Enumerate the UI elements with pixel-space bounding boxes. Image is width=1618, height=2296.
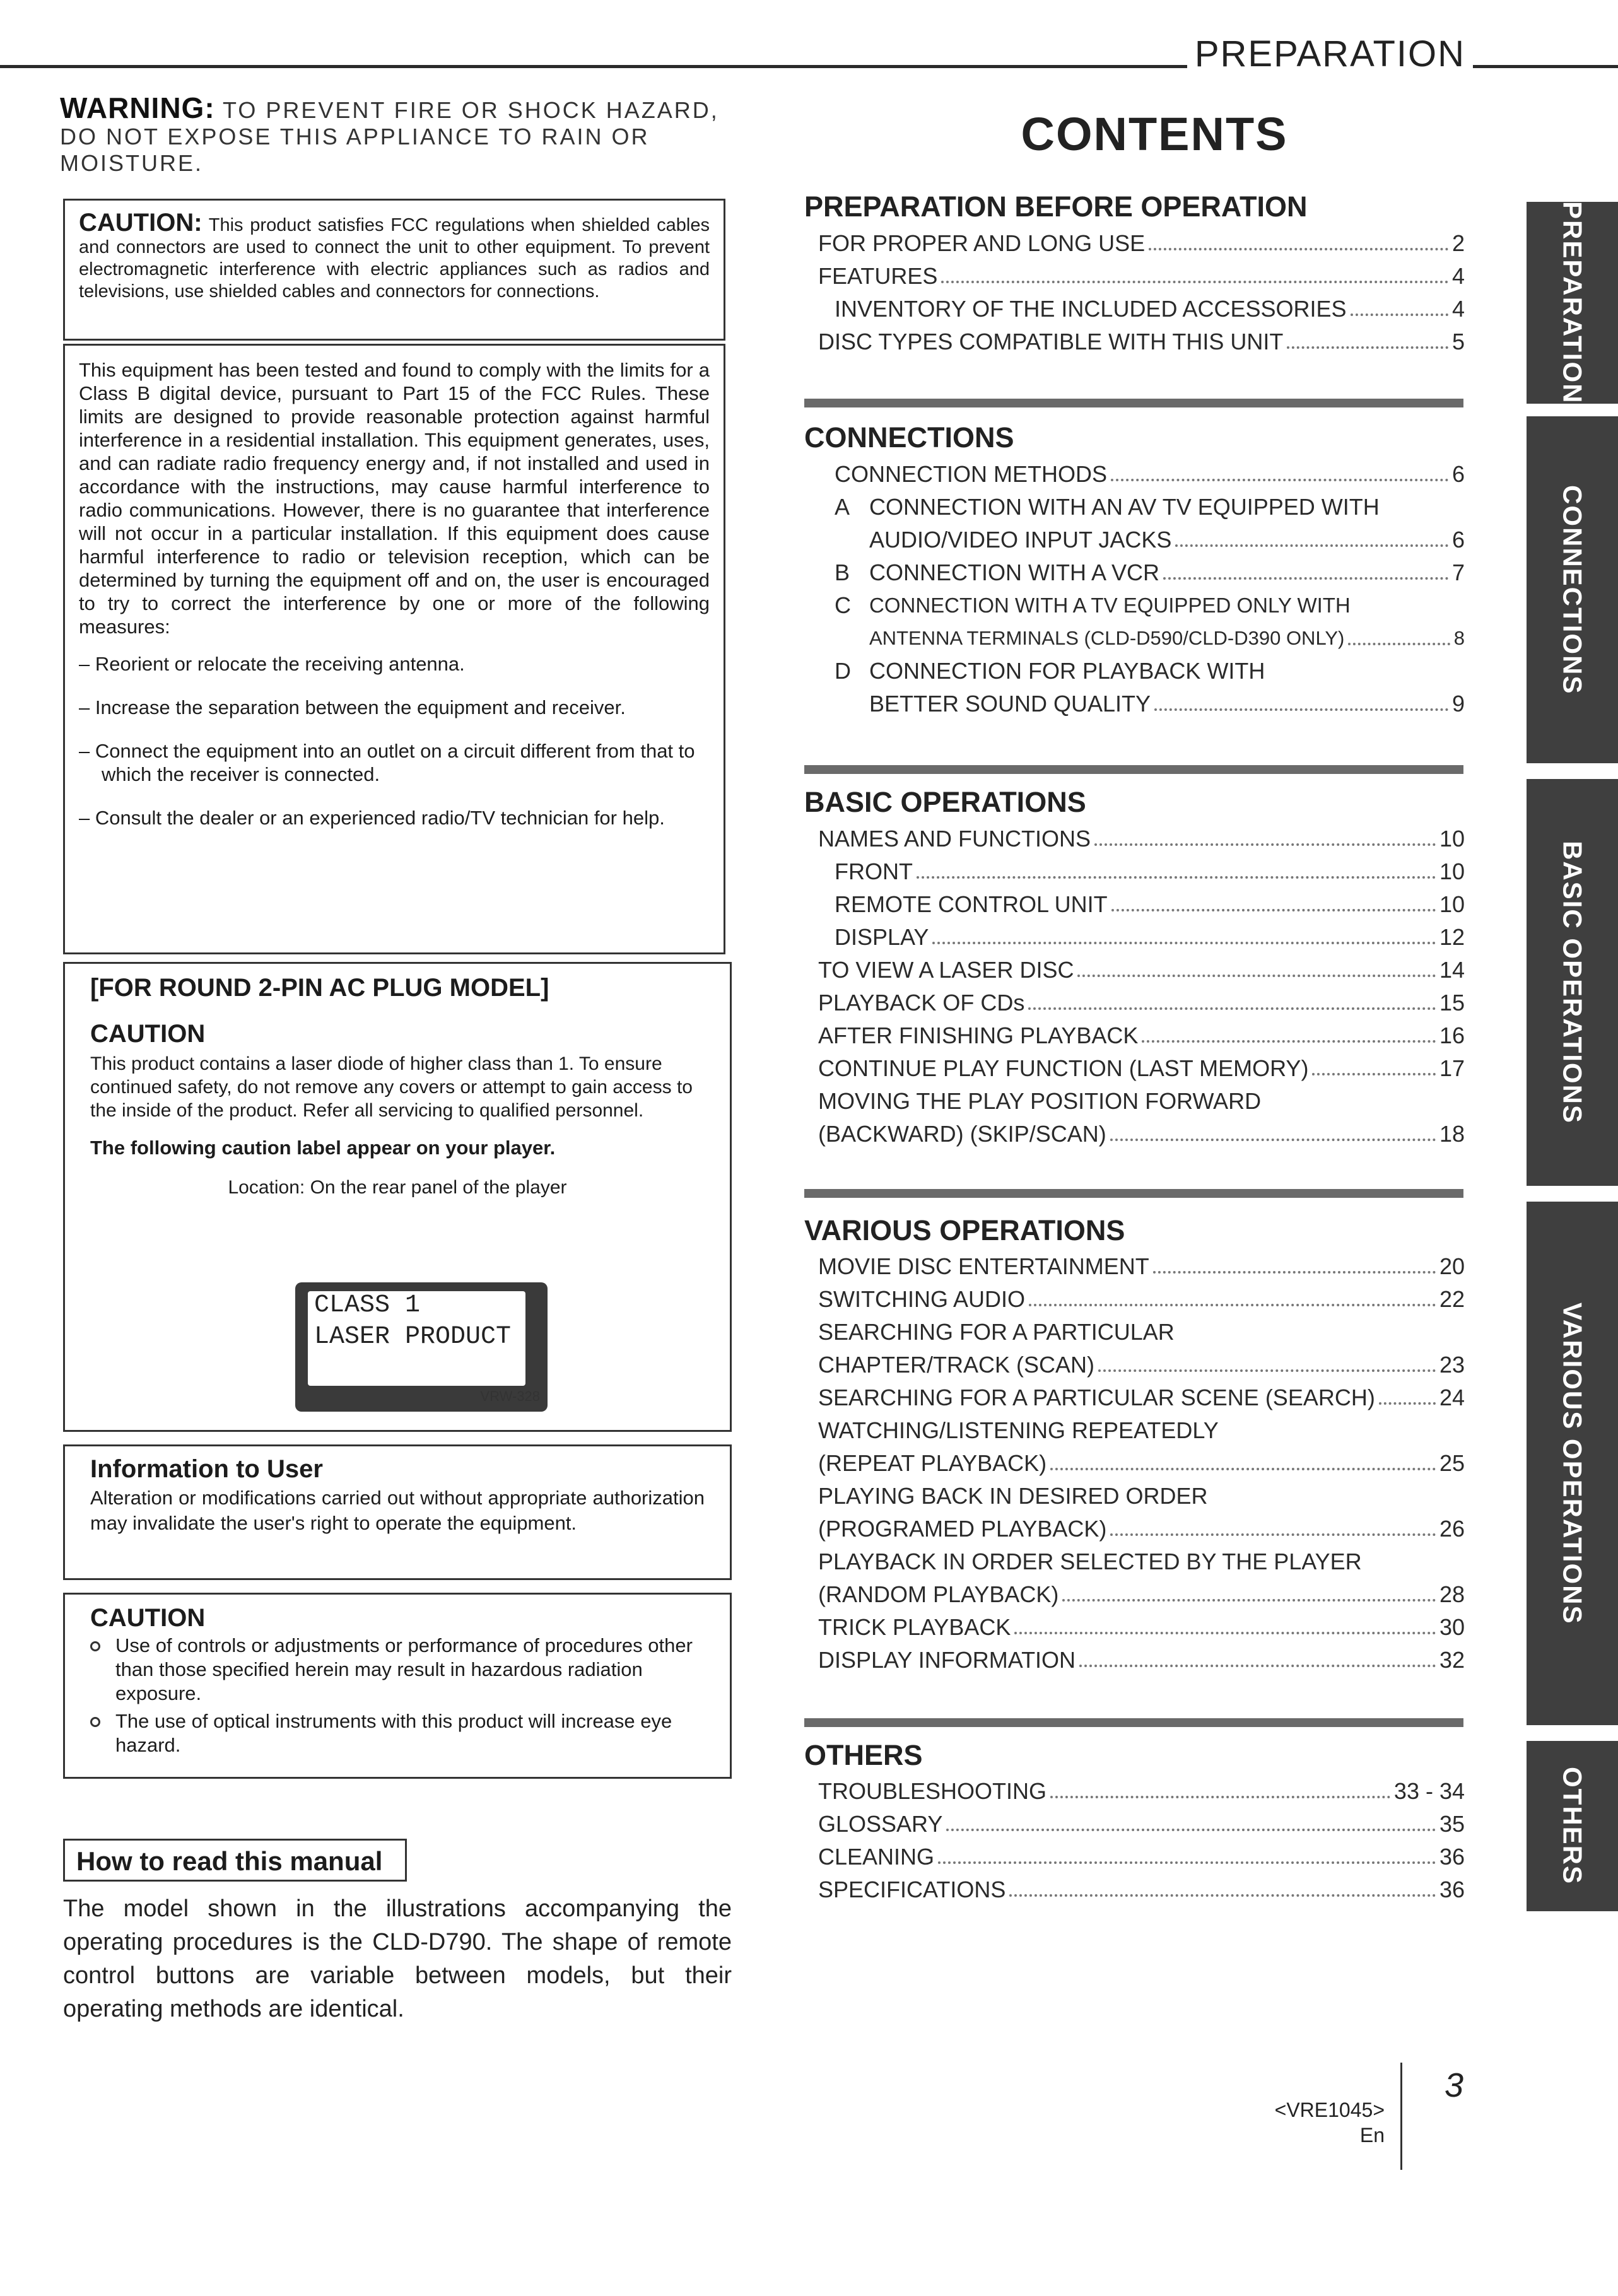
toc-entry-title[interactable]: SEARCHING FOR A PARTICULAR (818, 1319, 1175, 1345)
toc-entry[interactable] (818, 1055, 1465, 1082)
toc-entry-page: 10 (1439, 891, 1465, 917)
toc-entry-title: TRICK PLAYBACK (818, 1614, 1011, 1640)
how-to-read-heading: How to read this manual (63, 1839, 407, 1882)
toc-entry[interactable] (869, 559, 1465, 586)
bullet-icon (90, 1717, 100, 1727)
toc-entry[interactable] (818, 1811, 1465, 1837)
toc-entry-letter: B (835, 559, 850, 585)
toc-entry[interactable] (835, 461, 1465, 488)
toc-leader (1287, 346, 1448, 349)
toc-entry-title: CONNECTION WITH A VCR (869, 559, 1160, 585)
side-tab-preparation[interactable] (1527, 202, 1618, 404)
toc-leader (1050, 1468, 1436, 1470)
page-number: 3 (1445, 2066, 1464, 2104)
toc-entry-title: FEATURES (818, 263, 938, 289)
toc-leader (946, 1829, 1436, 1831)
toc-section-bar (804, 1189, 1463, 1198)
laser-caution-text: This product contains a laser diode of higher class than 1. To ensure continued safety, do not remove any covers or attempt to gain access to the inside of the product. Refer all servicing to qualified personnel. (90, 1053, 693, 1121)
side-tab-connections[interactable] (1527, 416, 1618, 763)
controls-caution-heading: CAUTION (90, 1604, 206, 1632)
section-title: PREPARATION (1187, 33, 1473, 75)
toc-entry-title[interactable]: PLAYBACK IN ORDER SELECTED BY THE PLAYER (818, 1549, 1362, 1574)
toc-entry[interactable] (818, 1614, 1465, 1641)
toc-leader (1028, 1007, 1436, 1010)
how-to-read-text: The model shown in the illustrations accompanying the operating procedures is the CLD-D790. The shape of remote control buttons are variable between models, but their operating methods are identical. (63, 1895, 732, 2022)
toc-entry[interactable] (818, 1581, 1465, 1608)
toc-entry-page: 10 (1439, 826, 1465, 852)
side-tab-label: VARIOUS OPERATIONS (1557, 1302, 1588, 1625)
toc-entry-page: 6 (1451, 527, 1465, 553)
side-tab-basic-operations[interactable] (1527, 779, 1618, 1186)
toc-entry[interactable] (818, 263, 1465, 290)
toc-leader (932, 942, 1436, 944)
document-language: En (1359, 2124, 1385, 2147)
toc-section-heading: VARIOUS OPERATIONS (804, 1214, 1125, 1246)
toc-leader (1077, 975, 1435, 977)
toc-entry-title[interactable]: CONNECTION WITH A TV EQUIPPED ONLY WITH (869, 594, 1351, 617)
toc-entry-title-cont: (RANDOM PLAYBACK) (818, 1581, 1059, 1607)
toc-entry-title[interactable]: CONNECTION WITH AN AV TV EQUIPPED WITH (869, 494, 1380, 520)
side-tab-label: BASIC OPERATIONS (1557, 841, 1588, 1124)
toc-entry[interactable] (818, 329, 1465, 355)
caution-label-note: The following caution label appear on your player. (90, 1137, 556, 1159)
toc-entry-page: 24 (1439, 1385, 1465, 1410)
toc-leader (1312, 1073, 1436, 1075)
toc-entry-title: CLEANING (818, 1844, 935, 1870)
toc-entry-page: 35 (1439, 1811, 1465, 1837)
class1-laser-label (295, 1282, 548, 1412)
toc-leader (1098, 1369, 1436, 1372)
toc-entry-page: 32 (1439, 1647, 1465, 1673)
toc-entry-page: 14 (1439, 957, 1465, 983)
toc-entry-title[interactable]: PLAYING BACK IN DESIRED ORDER (818, 1483, 1208, 1509)
toc-entry-page: 4 (1451, 263, 1465, 289)
toc-section-bar (804, 1718, 1463, 1727)
side-tab-label: CONNECTIONS (1557, 484, 1588, 695)
label-line-1: CLASS 1 (314, 1291, 421, 1320)
toc-entry-page: 8 (1453, 627, 1465, 649)
toc-entry[interactable] (818, 1022, 1465, 1049)
toc-leader (917, 876, 1436, 879)
toc-leader (1110, 1533, 1436, 1536)
label-location: Location: On the rear panel of the player (228, 1177, 567, 1198)
toc-leader (1050, 1796, 1390, 1798)
toc-entry-page: 6 (1451, 461, 1465, 487)
toc-entry-title[interactable]: CONNECTION FOR PLAYBACK WITH (869, 658, 1265, 684)
toc-entry-title-cont: (REPEAT PLAYBACK) (818, 1450, 1047, 1476)
toc-entry-title: SEARCHING FOR A PARTICULAR SCENE (SEARCH) (818, 1385, 1375, 1410)
fcc-notice-box (63, 344, 725, 954)
toc-entry-page: 36 (1439, 1844, 1465, 1870)
laser-caution-box (63, 962, 732, 1432)
toc-entry-title: DISPLAY (835, 924, 929, 950)
toc-leader (1153, 1271, 1436, 1274)
toc-entry-letter: D (835, 658, 851, 684)
toc-entry-title: REMOTE CONTROL UNIT (835, 891, 1108, 917)
toc-entry-title-cont: (PROGRAMED PLAYBACK) (818, 1516, 1107, 1542)
toc-entry-page: 25 (1439, 1450, 1465, 1476)
fcc-measures-list (79, 652, 710, 829)
side-tab-label: PREPARATION (1557, 201, 1588, 404)
toc-leader (938, 1861, 1436, 1864)
toc-entry-letter: A (835, 494, 850, 520)
caution-bullet-text: Use of controls or adjustments or performance of procedures other than those specified herein may result in hazardous radiation exposure. (115, 1634, 693, 1704)
toc-leader (1163, 577, 1448, 580)
toc-section-heading: CONNECTIONS (804, 421, 1014, 454)
toc-entry-page: 18 (1439, 1121, 1465, 1147)
toc-entry[interactable] (818, 1647, 1465, 1673)
toc-leader (1014, 1632, 1436, 1634)
toc-entry-title: NAMES AND FUNCTIONS (818, 826, 1091, 852)
toc-leader (1110, 1139, 1436, 1141)
toc-entry-title-cont: (BACKWARD) (SKIP/SCAN) (818, 1121, 1106, 1147)
toc-entry[interactable] (818, 1385, 1465, 1411)
toc-entry-title: DISC TYPES COMPATIBLE WITH THIS UNIT (818, 329, 1284, 354)
info-heading: Information to User (90, 1455, 323, 1483)
toc-leader (1094, 843, 1436, 846)
toc-section-heading: OTHERS (804, 1739, 923, 1771)
fcc-caution-label: CAUTION: (79, 209, 202, 237)
toc-entry-title: SWITCHING AUDIO (818, 1286, 1026, 1312)
toc-entry-page: 33 - 34 (1393, 1778, 1465, 1804)
toc-leader (1348, 643, 1450, 645)
toc-entry-page: 12 (1439, 924, 1465, 950)
toc-entry-title-cont: CHAPTER/TRACK (SCAN) (818, 1352, 1095, 1378)
toc-leader (1062, 1599, 1436, 1602)
warning-notice (60, 91, 729, 177)
toc-entry[interactable] (818, 1778, 1465, 1805)
toc-entry-page: 26 (1439, 1516, 1465, 1542)
toc-entry-title: DISPLAY INFORMATION (818, 1647, 1076, 1673)
toc-entry-title: FOR PROPER AND LONG USE (818, 230, 1146, 256)
toc-entry[interactable] (835, 924, 1465, 951)
toc-entry-title[interactable]: WATCHING/LISTENING REPEATEDLY (818, 1417, 1219, 1443)
toc-entry-title: CONNECTION METHODS (835, 461, 1107, 487)
toc-entry[interactable] (818, 1121, 1465, 1147)
toc-entry[interactable] (869, 625, 1465, 652)
fcc-caution-box (63, 199, 725, 341)
toc-entry[interactable] (835, 858, 1465, 885)
toc-entry-page: 17 (1439, 1055, 1465, 1081)
toc-section-bar (804, 399, 1463, 407)
toc-entry-page: 30 (1439, 1614, 1465, 1640)
toc-entry-page: 7 (1451, 559, 1465, 585)
toc-leader (1351, 313, 1448, 316)
toc-entry[interactable] (869, 691, 1465, 717)
toc-leader (1111, 479, 1448, 481)
document-code: <VRE1045> (1274, 2099, 1385, 2121)
toc-leader (941, 281, 1448, 283)
toc-entry-page: 10 (1439, 858, 1465, 884)
controls-caution-box (63, 1593, 732, 1779)
caution-bullet (90, 1709, 705, 1757)
toc-entry-title: CONTINUE PLAY FUNCTION (LAST MEMORY) (818, 1055, 1309, 1081)
toc-section-heading: BASIC OPERATIONS (804, 786, 1086, 818)
toc-leader (1379, 1402, 1436, 1405)
toc-entry-title: PLAYBACK OF CDs (818, 990, 1025, 1016)
toc-entry-page: 23 (1439, 1352, 1465, 1378)
toc-leader (1149, 248, 1448, 250)
toc-entry-page: 9 (1451, 691, 1465, 717)
toc-entry[interactable] (835, 296, 1465, 322)
toc-entry[interactable] (835, 891, 1465, 918)
toc-entry-title: TROUBLESHOOTING (818, 1778, 1047, 1804)
toc-entry-title: MOVIE DISC ENTERTAINMENT (818, 1253, 1149, 1279)
toc-leader (1142, 1040, 1436, 1043)
toc-entry-title-cont: AUDIO/VIDEO INPUT JACKS (869, 527, 1172, 553)
toc-entry-page: 16 (1439, 1022, 1465, 1048)
toc-leader (1175, 544, 1448, 547)
warning-label: WARNING: (60, 91, 215, 124)
fcc-measure: – Increase the separation between the equipment and receiver. (79, 696, 626, 718)
toc-entry-title-cont: ANTENNA TERMINALS (CLD-D590/CLD-D390 ONLY) (869, 627, 1345, 649)
fcc-caution-text: This product satisfies FCC regulations when shielded cables and connectors are used to connect the unit to other equipment. To prevent electromagnetic interference with electric appliances such as radios and televisions, use shielded cables and connectors for connections. (79, 215, 710, 302)
toc-entry-title: AFTER FINISHING PLAYBACK (818, 1022, 1139, 1048)
toc-entry[interactable] (818, 1450, 1465, 1477)
toc-entry[interactable] (818, 1844, 1465, 1870)
toc-entry[interactable] (818, 230, 1465, 257)
toc-entry-title: SPECIFICATIONS (818, 1877, 1006, 1902)
toc-entry-title[interactable]: MOVING THE PLAY POSITION FORWARD (818, 1088, 1262, 1114)
toc-entry-page: 5 (1451, 329, 1465, 354)
laser-caution-heading: CAUTION (90, 1020, 206, 1048)
toc-entry-title: INVENTORY OF THE INCLUDED ACCESSORIES (835, 296, 1347, 322)
toc-leader (1009, 1894, 1436, 1897)
toc-entry-title: GLOSSARY (818, 1811, 943, 1837)
toc-entry[interactable] (818, 1253, 1465, 1280)
info-text: Alteration or modifications carried out without appropriate authorization may invalidate the user's right to operate the equipment. (90, 1487, 705, 1534)
info-to-user-box (63, 1444, 732, 1580)
toc-entry-title: FRONT (835, 858, 913, 884)
caution-bullet-text: The use of optical instruments with this product will increase eye hazard. (115, 1710, 672, 1756)
label-code: VRW-328 (480, 1388, 540, 1404)
footer-divider (1400, 2063, 1402, 2170)
toc-entry-page: 20 (1439, 1253, 1465, 1279)
toc-entry-page: 4 (1451, 296, 1465, 322)
fcc-measure: – Connect the equipment into an outlet on a circuit different from that to which the receiver is connected. (79, 740, 695, 785)
toc-entry[interactable] (818, 1516, 1465, 1542)
toc-entry[interactable] (869, 527, 1465, 553)
toc-entry[interactable] (818, 990, 1465, 1016)
toc-entry-page: 2 (1451, 230, 1465, 256)
toc-entry[interactable] (818, 1352, 1465, 1378)
toc-entry-page: 22 (1439, 1286, 1465, 1312)
fcc-measure: – Consult the dealer or an experienced radio/TV technician for help. (79, 807, 665, 829)
side-tab-various-operations[interactable] (1527, 1202, 1618, 1725)
toc-entry-title-cont: BETTER SOUND QUALITY (869, 691, 1151, 717)
toc-section-heading: PREPARATION BEFORE OPERATION (804, 190, 1308, 223)
toc-leader (1154, 708, 1448, 711)
toc-entry[interactable] (818, 826, 1465, 852)
warning-text: TO PREVENT FIRE OR SHOCK HAZARD, DO NOT EXPOSE THIS APPLIANCE TO RAIN OR MOISTURE. (60, 97, 719, 176)
side-tab-others[interactable] (1527, 1741, 1618, 1911)
fcc-notice-paragraph: This equipment has been tested and found to comply with the limits for a Class B digital device, pursuant to Part 15 of the FCC Rules. These limits are designed to provide reasonable protection against harmful interference in a residential installation. This equipment generates, uses, and can radiate radio frequency energy and, if not installed and used in accordance with the instructions, may cause harmful interference to radio communications. However, there is no guarantee that interference will not occur in a particular installation. If this equipment does cause harmful interference to radio or television reception, which can be determined by turning the equipment off and on, the user is encouraged to try to correct the interference by one or more of the following measures: (79, 359, 710, 638)
toc-entry-page: 15 (1439, 990, 1465, 1016)
toc-entry-title: TO VIEW A LASER DISC (818, 957, 1074, 983)
toc-entry-page: 28 (1439, 1581, 1465, 1607)
caution-bullet (90, 1634, 705, 1706)
toc-leader (1111, 909, 1436, 911)
toc-entry[interactable] (818, 957, 1465, 983)
bullet-icon (90, 1641, 100, 1651)
toc-leader (1079, 1665, 1436, 1667)
toc-entry-page: 36 (1439, 1877, 1465, 1902)
side-tab-label: OTHERS (1557, 1767, 1588, 1885)
contents-title: CONTENTS (1021, 108, 1288, 160)
toc-entry-letter: C (835, 592, 851, 618)
toc-entry[interactable] (818, 1286, 1465, 1313)
toc-entry[interactable] (818, 1877, 1465, 1903)
fcc-measure: – Reorient or relocate the receiving antenna. (79, 653, 465, 675)
toc-section-bar (804, 765, 1463, 774)
plug-model-heading: [FOR ROUND 2-PIN AC PLUG MODEL] (90, 974, 549, 1002)
toc-leader (1029, 1304, 1436, 1306)
label-line-2: LASER PRODUCT (314, 1323, 512, 1351)
